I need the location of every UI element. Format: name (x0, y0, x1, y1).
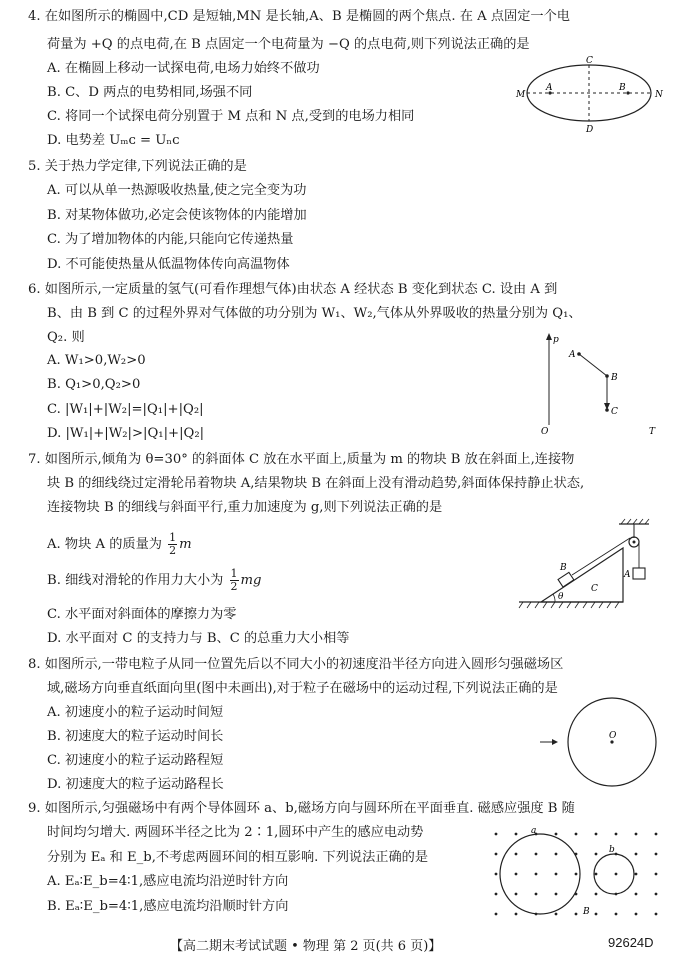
field-dot (595, 853, 598, 856)
field-dot (575, 913, 578, 916)
label-a: A (546, 83, 553, 93)
label-b: B (560, 563, 567, 573)
q4-option-a: A. 在椭圆上移动一试探电荷,电场力始终不做功 (47, 61, 320, 76)
field-dot (555, 893, 558, 896)
q8-stem-line1: 8. 如图所示,一带电粒子从同一位置先后以不同大小的初速度沿半径方向进入圆形匀强磁场区 (28, 657, 564, 672)
paper-code: 92624D (608, 935, 654, 950)
q6-option-a: A. W₁>0,W₂>0 (47, 353, 146, 368)
q5-option-c: C. 为了增加物体的内能,只能向它传递热量 (47, 232, 294, 247)
field-dot (555, 833, 558, 836)
field-dot (515, 853, 518, 856)
label-n: N (655, 90, 663, 100)
ceiling-hatch (621, 519, 649, 524)
q9-stem-line3: 分别为 Eₐ 和 E_b,不考虑两圆环间的相互影响. 下列说法正确的是 (47, 850, 429, 865)
field-dot (615, 833, 618, 836)
field-dot (635, 913, 638, 916)
q4-stem-line2: 荷量为 +Q 的点电荷,在 B 点固定一个电荷量为 −Q 的点电荷,则下列说法正确的是 (47, 37, 530, 52)
label-field-b: B (583, 907, 590, 917)
q6-stem-line2: B、由 B 到 C 的过程外界对气体做的功分别为 W₁、W₂,气体从外界吸收的热量分别为 Q₁、 (47, 306, 582, 321)
q9-stem-line1: 9. 如图所示,匀强磁场中有两个导体圆环 a、b,磁场方向与圆环所在平面垂直. 磁感应强度 B 随 (28, 801, 575, 816)
q4-option-d: D. 电势差 Uₘᴄ = Uₙᴄ (47, 133, 180, 148)
ground-hatch (519, 602, 619, 608)
q7-stem-line1: 7. 如图所示,倾角为 θ=30° 的斜面体 C 放在水平面上,质量为 m 的物块 B 放在斜面上,连接物 (28, 452, 575, 467)
field-dot (635, 893, 638, 896)
field-dot (655, 893, 658, 896)
label-a: A (624, 570, 631, 580)
label-c: C (586, 56, 593, 66)
field-dot (535, 873, 538, 876)
label-c: C (591, 584, 598, 594)
state-b-label: B (611, 373, 618, 383)
p-axis-label: p (553, 335, 559, 345)
page-footer: 【高二期末考试试题 • 物理 第 2 页(共 6 页)】 (170, 939, 442, 954)
q7-option-a-text: A. 物块 A 的质量为 (47, 537, 162, 552)
q6-stem-line3: Q₂. 则 (47, 330, 85, 345)
q6-option-b: B. Q₁>0,Q₂>0 (47, 377, 141, 392)
q9-option-b: B. Eₐ∶E_b=4∶1,感应电流均沿顺时针方向 (47, 899, 289, 914)
angle-arc (553, 594, 555, 602)
state-a-label: A (569, 350, 576, 360)
q7-incline-figure (515, 518, 667, 610)
field-dot (555, 853, 558, 856)
q4-stem-line1: 4. 在如图所示的椭圆中,CD 是短轴,MN 是长轴,A、B 是椭圆的两个焦点. 在 A 点固定一个电 (28, 9, 570, 24)
block-b (558, 572, 574, 587)
field-dot (515, 893, 518, 896)
field-dot (595, 893, 598, 896)
field-dot (655, 833, 658, 836)
q4-option-c: C. 将同一个试探电荷分别置于 M 点和 N 点,受到的电场力相同 (47, 109, 415, 124)
q8-option-c: C. 初速度小的粒子运动路程短 (47, 753, 224, 768)
q7-option-c: C. 水平面对斜面体的摩擦力为零 (47, 607, 237, 622)
q8-option-d: D. 初速度大的粒子运动路程长 (47, 777, 224, 792)
label-o: O (609, 731, 617, 741)
origin-label: O (541, 427, 549, 437)
field-dot (495, 893, 498, 896)
rope-b (572, 538, 630, 575)
field-dot (595, 913, 598, 916)
field-dot (595, 873, 598, 876)
field-dot (575, 833, 578, 836)
p-axis-arrow (546, 333, 552, 340)
q7-option-a: A. 物块 A 的质量为 $\frac{1}{2}$ m (47, 531, 192, 557)
process-ab (579, 354, 607, 376)
q9-stem-line2: 时间均匀增大. 两圆环半径之比为 2∶1,圆环中产生的感应电动势 (47, 825, 424, 840)
field-dot (515, 873, 518, 876)
field-dot (575, 873, 578, 876)
field-dot (635, 833, 638, 836)
field-dot (655, 873, 658, 876)
focus-b (626, 91, 629, 94)
state-c (605, 408, 609, 412)
velocity-arrowhead (552, 739, 558, 745)
q6-stem-line1: 6. 如图所示,一定质量的氢气(可看作理想气体)由状态 A 经状态 B 变化到状态 C. 设由 A 到 (28, 282, 558, 297)
label-d: D (586, 125, 594, 135)
q6-option-c: C. |W₁|+|W₂|=|Q₁|+|Q₂| (47, 402, 204, 417)
q8-circle-field-figure (528, 695, 668, 790)
q4-ellipse-figure (515, 55, 665, 135)
field-dot (535, 893, 538, 896)
q7-stem-line3: 连接物块 B 的细线与斜面平行,重力加速度为 g,则下列说法正确的是 (47, 500, 443, 515)
fraction-one-half: $\frac{1}{2}$ (230, 567, 238, 593)
field-dot (495, 853, 498, 856)
state-a (577, 352, 581, 356)
q5-stem: 5. 关于热力学定律,下列说法正确的是 (28, 159, 247, 174)
q8-option-b: B. 初速度大的粒子运动时间长 (47, 729, 224, 744)
q4-option-b: B. C、D 两点的电势相同,场强不同 (47, 85, 253, 100)
label-b: B (619, 83, 626, 93)
field-dot (555, 913, 558, 916)
label-a: a (531, 826, 537, 836)
t-axis-label: T (649, 427, 656, 437)
ring-a (500, 834, 580, 914)
field-dot (555, 873, 558, 876)
field-dot (615, 913, 618, 916)
field-dot (635, 853, 638, 856)
label-b: b (609, 845, 615, 855)
q7-option-b: B. 细线对滑轮的作用力大小为 $\frac{1}{2}$ mg (47, 567, 262, 593)
field-dot (495, 913, 498, 916)
q7-option-b-text: B. 细线对滑轮的作用力大小为 (47, 573, 224, 588)
ring-b (594, 854, 634, 894)
field-dot (515, 833, 518, 836)
block-a (633, 568, 645, 579)
q7-stem-line2: 块 B 的细线绕过定滑轮吊着物块 A,结果物块 B 在斜面上没有滑动趋势,斜面体保持静止状态, (47, 476, 585, 491)
state-c-label: C (611, 407, 618, 417)
q6-option-d: D. |W₁|+|W₂|>|Q₁|+|Q₂| (47, 426, 205, 441)
q5-option-a: A. 可以从单一热源吸收热量,使之完全变为功 (47, 183, 307, 198)
field-dot (495, 833, 498, 836)
q8-option-a: A. 初速度小的粒子运动时间短 (47, 705, 224, 720)
q7-option-d: D. 水平面对 C 的支持力与 B、C 的总重力大小相等 (47, 631, 350, 646)
q6-pt-diagram (535, 330, 665, 440)
field-dot (495, 873, 498, 876)
q9-rings-figure (488, 822, 668, 922)
q5-option-d: D. 不可能使热量从低温物体传向高温物体 (47, 257, 290, 272)
field-dot (635, 873, 638, 876)
q5-option-b: B. 对某物体做功,必定会使该物体的内能增加 (47, 208, 307, 223)
pulley-axle (633, 541, 636, 544)
field-dot (535, 853, 538, 856)
q9-option-a: A. Eₐ∶E_b=4∶1,感应电流均沿逆时针方向 (47, 874, 289, 889)
field-dot (615, 873, 618, 876)
field-dot (655, 913, 658, 916)
magnetic-field-dots (495, 833, 658, 916)
label-m: M (516, 90, 526, 100)
field-dot (595, 833, 598, 836)
theta-label: θ (558, 592, 564, 602)
fraction-one-half: $\frac{1}{2}$ (169, 531, 177, 557)
q8-stem-line2: 域,磁场方向垂直纸面向里(图中未画出),对于粒子在磁场中的运动过程,下列说法正确的是 (47, 681, 558, 696)
field-dot (515, 913, 518, 916)
state-b (605, 374, 609, 378)
field-dot (655, 853, 658, 856)
